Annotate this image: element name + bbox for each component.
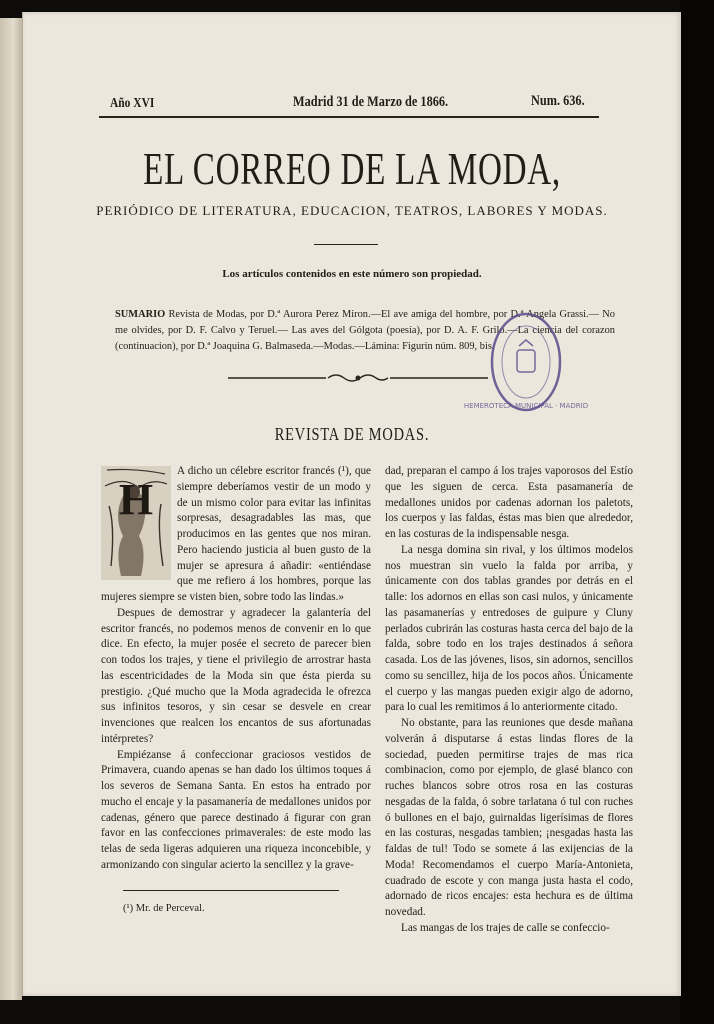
paragraph: No obstante, para las reuniones que desde mañana volverán á disputarse á estas lindas flores de la sociedad, pueden permitirse trajes de mas rica combinacion, como por ejemplo, de glasé blanco con ruches blancos sobre otros rosa en las costuras nesgadas de la falda, ó sobre tarlatana ó tul con ruches ó bullones en el bajo, guirnaldas ligerísimas de flores en las costuras, nesgadas tambien; ¡nesgadas hasta las faldas de tul! Todo se somete á las exijencias de la Moda! Recomendamos el cuerpo María-Antonieta, cuadrado de escote y con manga justa hasta el codo, adornado de ricos encajes: esta hechura es de última novedad. bbox=[385, 717, 633, 918]
sumario-text: Revista de Modas, por D.ª Aurora Perez Miron.—El ave amiga del hombre, por D.ª Angela Grassi.— No me olvides, por D. F. Calvo y Teruel.— Las aves del Gólgota (poesía), por D. A. F. Grilo.—La ciencia del corazon (continuacion), por D.ª Joaquina G. Balmaseda.—Modas.—Lámina: Figurin núm. 809, bis. bbox=[115, 309, 615, 352]
short-divider bbox=[314, 244, 378, 245]
article-column-left bbox=[101, 464, 371, 874]
newspaper-page bbox=[22, 12, 681, 996]
article-title: REVISTA DE MODAS. bbox=[274, 424, 430, 444]
scan-background bbox=[680, 0, 714, 1024]
issue-date: Madrid 31 de Marzo de 1866. bbox=[293, 94, 449, 110]
newspaper-title: EL CORREO DE LA MODA, bbox=[143, 143, 561, 194]
paragraph: A dicho un célebre escritor francés (¹), que siempre deberíamos vestir de un modo y de un mismo color para evitar las infinitas sorpresas, desagradables las mas, que producimos en las gentes que nos miran. Pero haciendo justicia al buen gusto de la mujer se apresura á añadir: «entiéndase que me refiero á los hombres, porque las mujeres siempre se visten bien, sobre todo las lindas.» bbox=[101, 465, 371, 603]
previous-page-edge bbox=[0, 18, 22, 1000]
stamp-text: HEMEROTECA MUNICIPAL · MADRID bbox=[463, 402, 589, 410]
newspaper-subtitle: PERIÓDICO DE LITERATURA, EDUCACION, TEATROS, LABORES Y MODAS. bbox=[96, 203, 608, 218]
issue-year: Año XVI bbox=[110, 96, 155, 111]
paragraph: Empiézanse á confeccionar graciosos vestidos de Primavera, cuando apenas se han dado los últimos toques á los severos de Semana Santa. En estos ha entrado por mucho el encaje y la pasamanería de medallones unidos por cadenas, género que parece destinado á figurar con gran favor en las confecciones primaverales: de este modo las telas de seda ligeras adquieren una riqueza inconcebible, y armonizando con singular acierto la sencillez y la grave- bbox=[101, 748, 371, 871]
issue-number: Num. 636. bbox=[531, 93, 585, 109]
paragraph: Las mangas de los trajes de calle se confeccio- bbox=[401, 921, 610, 934]
footnote: (¹) Mr. de Perceval. bbox=[123, 903, 205, 914]
paragraph: La nesga domina sin rival, y los últimos modelos nos muestran sin vuelo la falda por arriba, y únicamente con dos tablas grandes por detrás en el talle: los adornos en ellas son casi nulos, y únicamente las pasamanerías y entredoses de guipure y Cluny perlados cubrirán las costuras hasta cerca del bajo de la falda, sobre todo en los trajes destinados á señora casada. Los de las jóvenes, lisos, sin adornos, sencillos como su sencillez, hija de los pocos años. Únicamente el cuerpo y las mangas pueden exigir algo de adorno, para lo cual les remitimos á lo anteriormente citado. bbox=[385, 543, 633, 714]
dropcap-illustration bbox=[101, 466, 171, 580]
paragraph: dad, preparan el campo á los trajes vaporosos del Estío que les siguen de cerca. Esta pasamanería de medallones unidos por cadenas adornan los paletots, los cuerpos y las faldas, éstas mas bien que alrededor, en las costuras de la indispensable nesga. bbox=[385, 465, 633, 540]
property-notice: Los artículos contenidos en este número son propiedad. bbox=[222, 268, 482, 280]
paragraph: Despues de demostrar y agradecer la galantería del escritor francés, no podemos menos de convenir en lo que dice. En efecto, la mujer posée el secreto de parecer bien con todos los trajes, y tiene el privilegio de arrostrar hasta las escentricidades de la Moda sin que ésta pierda su prestigio. ¿Qué mucho que la Moda agradecida le ofrezca sus infinitos tesoros, y sin cesar se desvele en crear invenciones que realcen los encantos de sus afortunadas intérpretes? bbox=[101, 606, 371, 745]
ornamental-divider bbox=[228, 371, 488, 385]
article-column-right bbox=[385, 464, 633, 937]
sumario-label: SUMARIO bbox=[115, 309, 166, 320]
dropcap-letter: H bbox=[118, 475, 154, 524]
header-rule bbox=[99, 116, 599, 118]
footnote-rule bbox=[123, 890, 339, 891]
library-stamp bbox=[463, 310, 589, 416]
